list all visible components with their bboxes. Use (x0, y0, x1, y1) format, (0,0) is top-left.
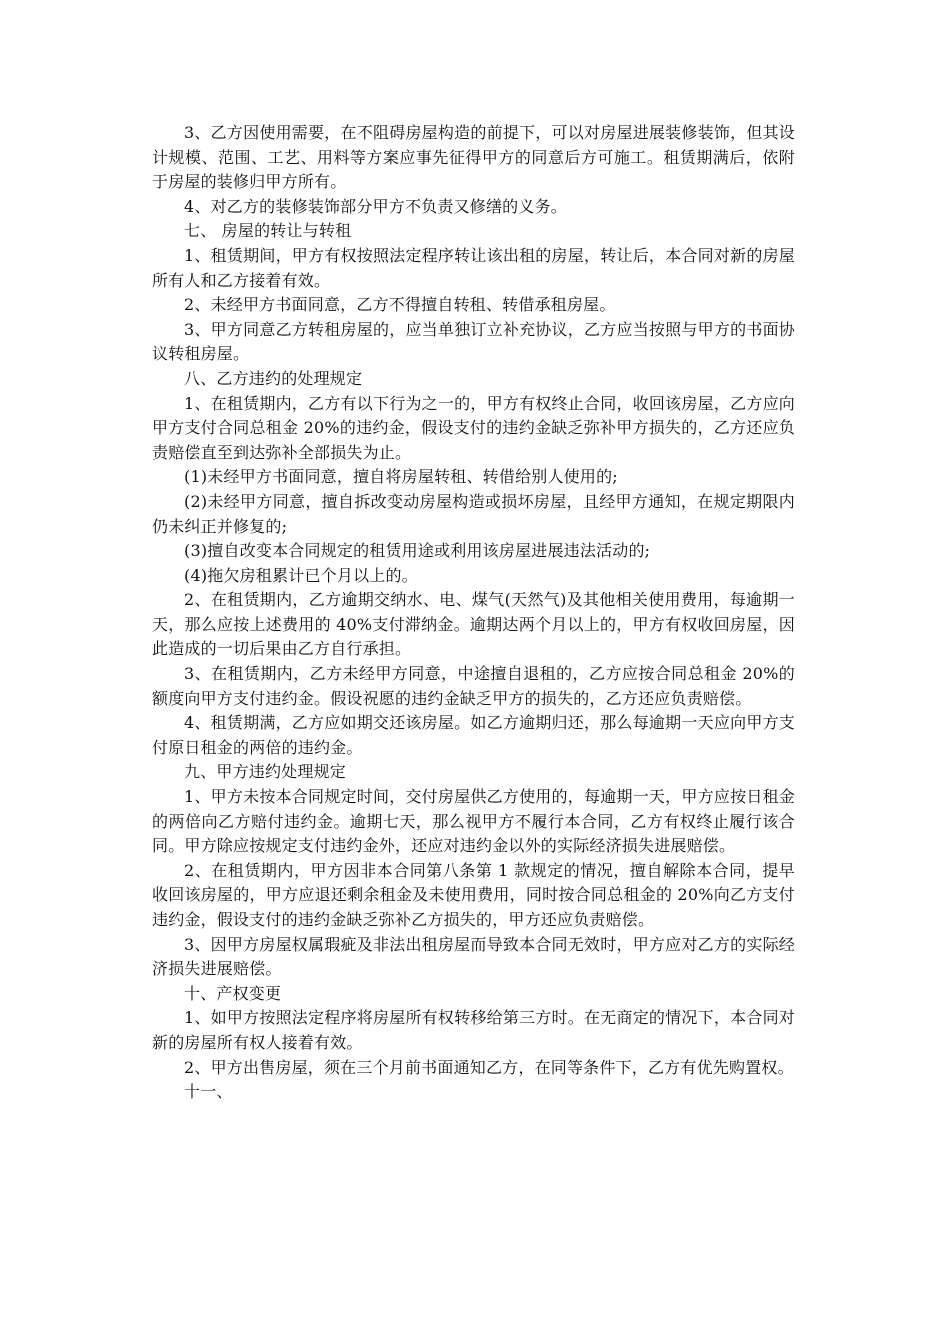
paragraph: 2、甲方出售房屋，须在三个月前书面通知乙方，在同等条件下，乙方有优先购置权。 (184, 1057, 794, 1077)
document-body (152, 121, 795, 1105)
paragraph: 2、在租赁期内，甲方因非本合同第八条第 1 款规定的情况，擅自解除本合同，提早收回该房屋的，甲方应退还剩余租金及未使用费用，同时按合同总租金的 20%向乙方支付违约金，假设支付的违约金缺乏弥补乙方损失的，甲方还应负责赔偿。 (152, 860, 795, 929)
paragraph: (4)拖欠房租累计已个月以上的。 (184, 565, 418, 585)
paragraph: 3、乙方因使用需要，在不阻碍房屋构造的前提下，可以对房屋进展装修装饰，但其设计规模、范围、工艺、用料等方案应事先征得甲方的同意后方可施工。租赁期满后，依附于房屋的装修归甲方所有。 (152, 123, 795, 192)
paragraph: (2)未经甲方同意，擅自拆改变动房屋构造或损坏房屋，且经甲方通知，在规定期限内仍未纠正并修复的; (152, 491, 795, 536)
paragraph: 3、在租赁期内，乙方未经甲方同意，中途擅自退租的，乙方应按合同总租金 20%的额度向甲方支付违约金。假设祝愿的违约金缺乏甲方的损失的，乙方还应负责赔偿。 (152, 664, 795, 708)
paragraph: 2、未经甲方书面同意，乙方不得擅自转租、转借承租房屋。 (184, 295, 616, 315)
section-heading: 八、乙方违约的处理规定 (184, 368, 363, 388)
paragraph: 1、租赁期间，甲方有权按照法定程序转让该出租的房屋，转让后，本合同对新的房屋所有人和乙方接着有效。 (152, 245, 795, 290)
section-heading: 十一、 (184, 1082, 233, 1102)
paragraph: (3)擅自改变本合同规定的租赁用途或利用该房屋进展违法活动的; (184, 541, 651, 561)
paragraph: (1)未经甲方书面同意，擅自将房屋转租、转借给别人使用的; (184, 467, 618, 487)
section-heading: 七、 房屋的转让与转租 (184, 221, 352, 241)
paragraph: 1、甲方未按本合同规定时间，交付房屋供乙方使用的，每逾期一天，甲方应按日租金的两倍向乙方赔付违约金。逾期七天，那么视甲方不履行本合同，乙方有权终止履行该合同。甲方除应按规定支付违约金外，还应对违约金以外的实际经济损失进展赔偿。 (152, 787, 795, 856)
paragraph: 3、甲方同意乙方转租房屋的，应当单独订立补充协议，乙方应当按照与甲方的书面协议转租房屋。 (152, 319, 795, 364)
section-heading: 九、甲方违约处理规定 (184, 762, 347, 782)
paragraph: 1、如甲方按照法定程序将房屋所有权转移给第三方时。在无商定的情况下，本合同对新的房屋所有权人接着有效。 (152, 1008, 795, 1052)
paragraph: 1、在租赁期内，乙方有以下行为之一的，甲方有权终止合同，收回该房屋，乙方应向甲方支付合同总租金 20%的违约金，假设支付的违约金缺乏弥补甲方损失的，乙方还应负责赔偿直至到达弥补全部损失为止。 (152, 393, 795, 462)
paragraph: 4、对乙方的装修装饰部分甲方不负责又修缮的义务。 (184, 196, 567, 216)
section-heading: 十、产权变更 (184, 983, 282, 1003)
paragraph: 3、因甲方房屋权属瑕疵及非法出租房屋而导致本合同无效时，甲方应对乙方的实际经济损失进展赔偿。 (152, 934, 795, 979)
paragraph: 4、租赁期满，乙方应如期交还该房屋。如乙方逾期归还，那么每逾期一天应向甲方支付原日租金的两倍的违约金。 (152, 713, 795, 757)
paragraph: 2、在租赁期内，乙方逾期交纳水、电、煤气(天然气)及其他相关使用费用，每逾期一天，那么应按上述费用的 40%支付滞纳金。逾期达两个月以上的，甲方有权收回房屋，因此造成的一切后果由乙方自行承担。 (152, 590, 795, 659)
